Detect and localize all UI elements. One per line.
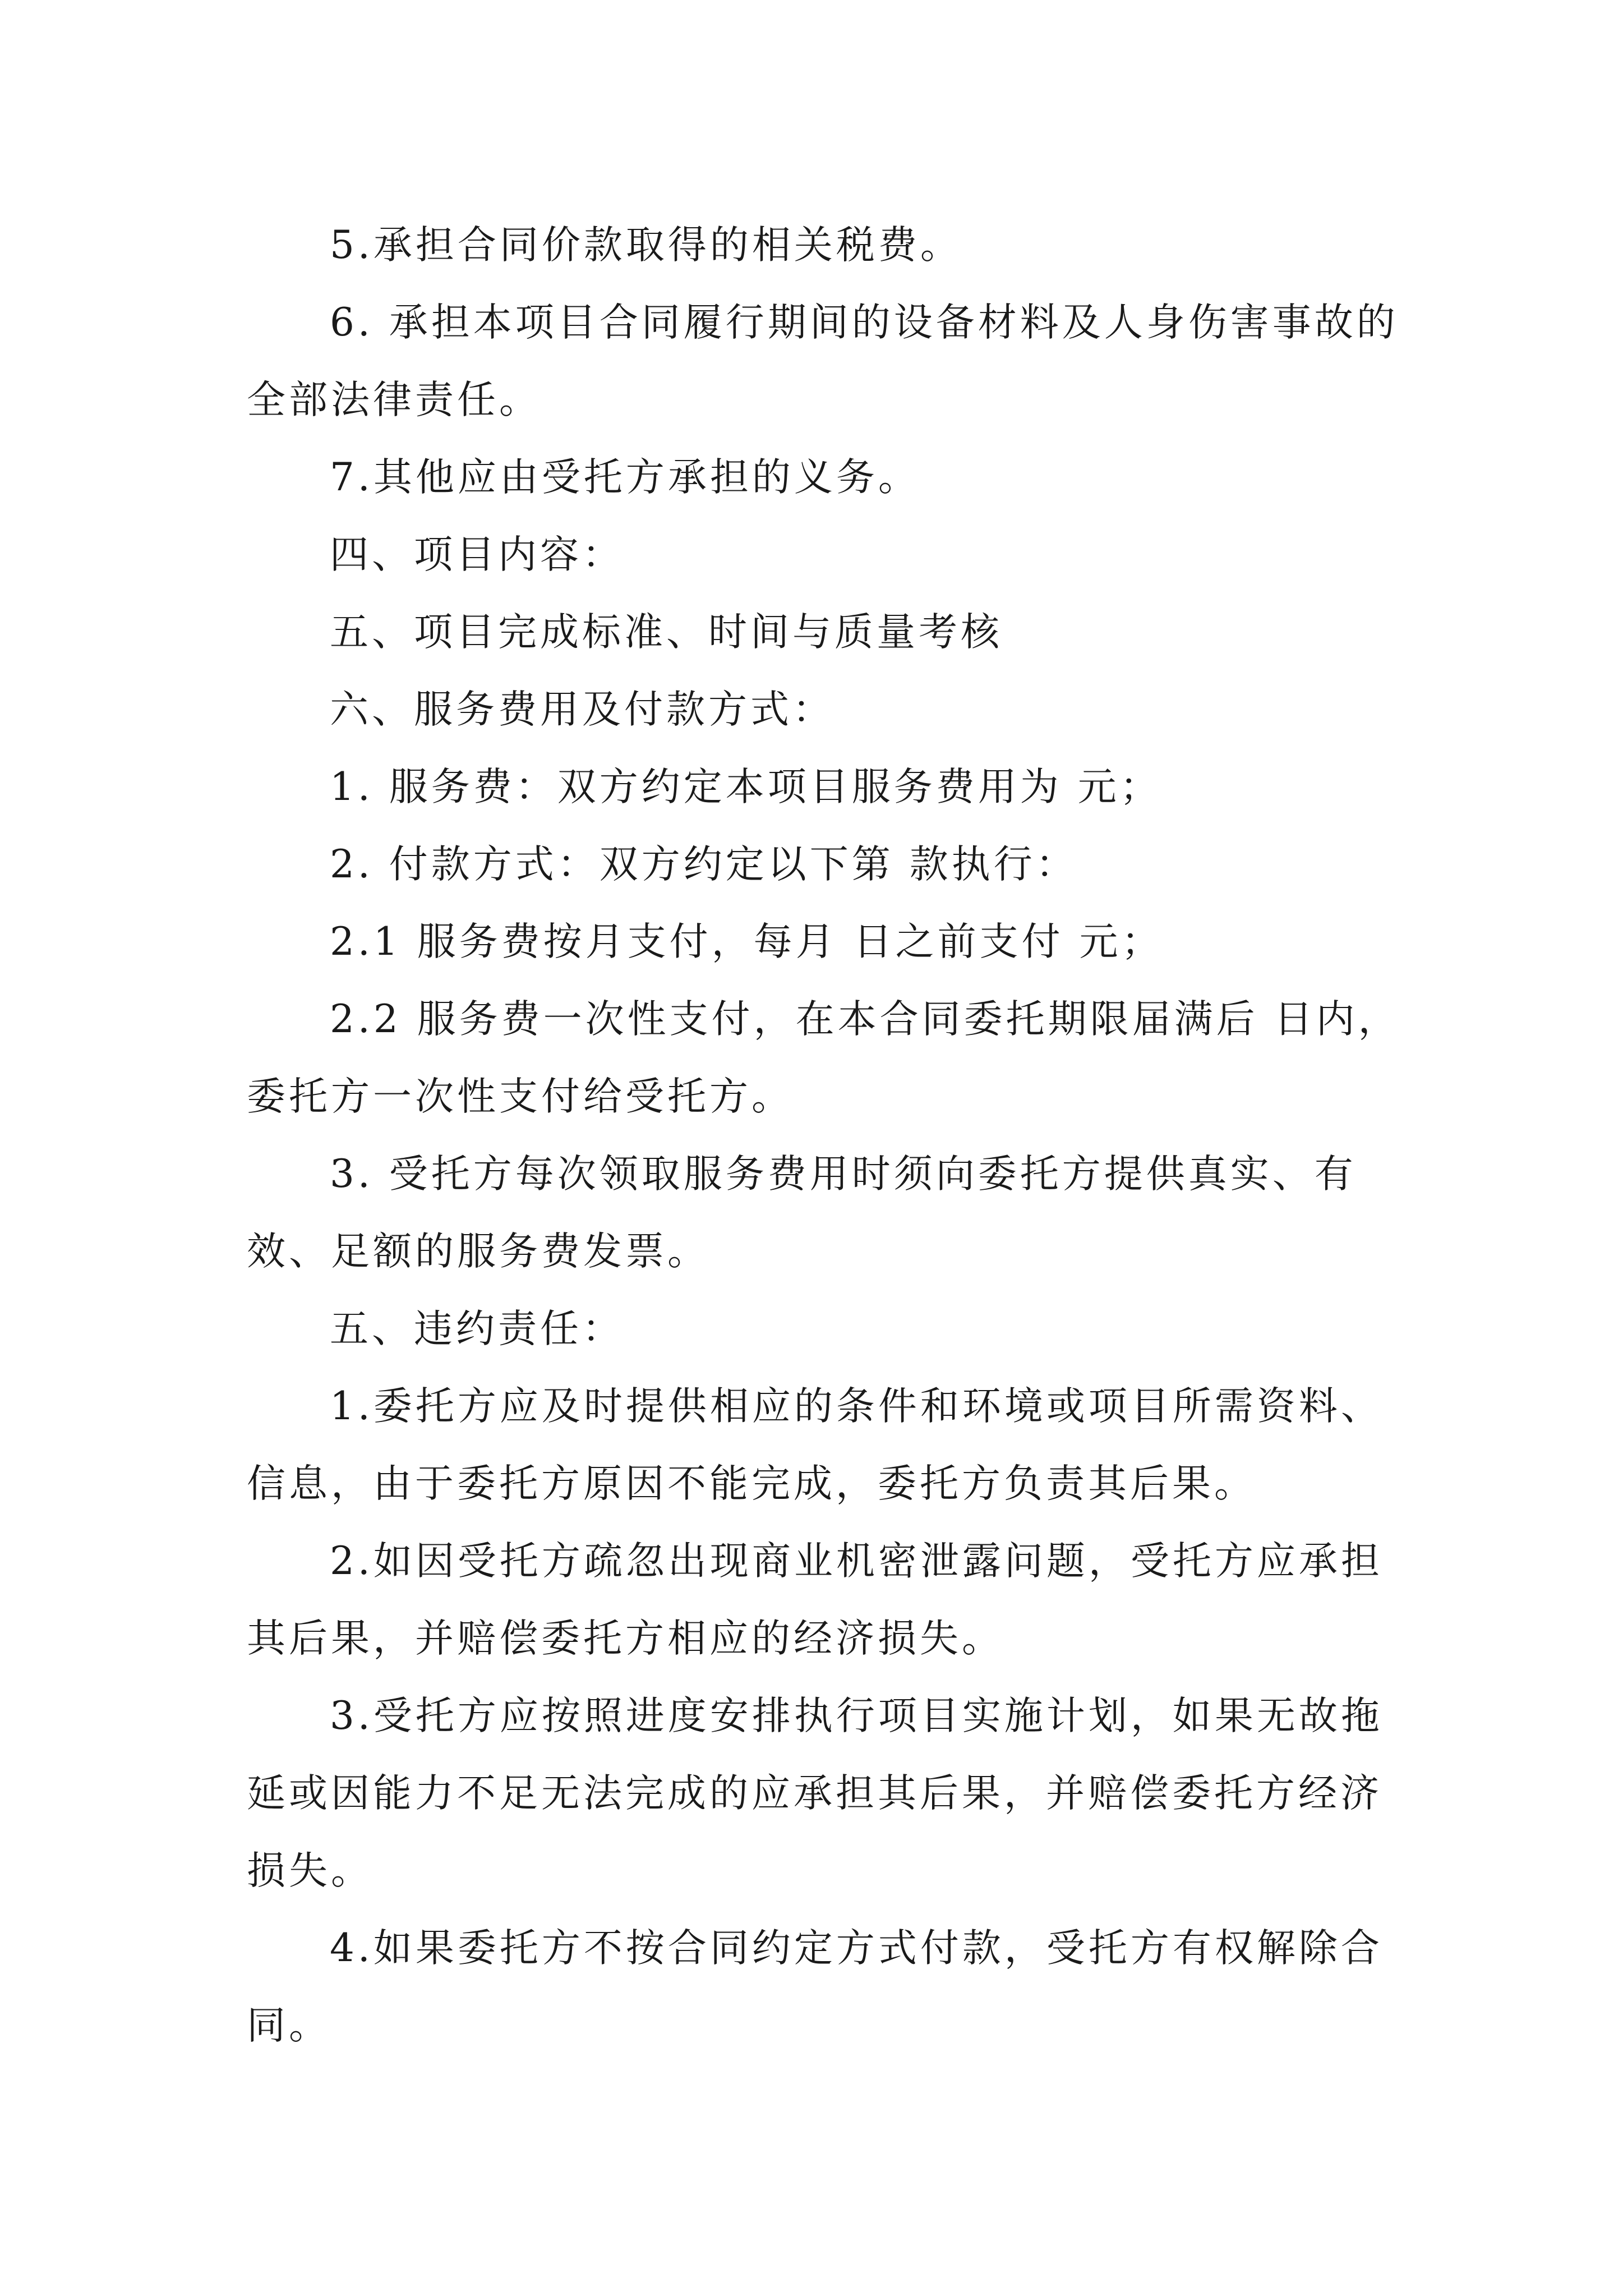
clause-6-liability: 6. 承担本项目合同履行期间的设备材料及人身伤害事故的全部法律责任。	[247, 300, 1399, 422]
clause-7-other-duties: 7.其他应由受托方承担的义务。	[330, 455, 920, 500]
fee-clause-1: 1. 服务费：双方约定本项目服务费用为 元；	[330, 765, 1162, 809]
fee-clause-2-2: 2.2 服务费一次性支付，在本合同委托期限届满后 日内，委托方一次性支付给受托方。	[247, 997, 1400, 1119]
section-5-heading: 五、项目完成标准、时间与质量考核	[330, 610, 1003, 655]
breach-clause-4: 4.如果委托方不按合同约定方式付款，受托方有权解除合同。	[247, 1926, 1383, 2048]
section-6-heading: 六、服务费用及付款方式：	[330, 687, 834, 732]
fee-clause-2: 2. 付款方式：双方约定以下第 款执行：	[330, 842, 1078, 887]
document-body	[247, 206, 1413, 2064]
fee-clause-2-1: 2.1 服务费按月支付，每月 日之前支付 元；	[330, 919, 1164, 964]
breach-clause-2: 2.如因受托方疏忽出现商业机密泄露问题，受托方应承担其后果，并赔偿委托方相应的经济损失。	[247, 1539, 1383, 1661]
breach-clause-3: 3.受托方应按照进度安排执行项目实施计划，如果无故拖延或因能力不足无法完成的应承担其后果，并赔偿委托方经济损失。	[247, 1694, 1383, 1893]
breach-clause-1: 1.委托方应及时提供相应的条件和环境或项目所需资料、信息，由于委托方原因不能完成，委托方负责其后果。	[247, 1384, 1383, 1506]
breach-section-heading: 五、违约责任：	[330, 1306, 624, 1351]
fee-clause-3: 3. 受托方每次领取服务费用时须向委托方提供真实、有效、足额的服务费发票。	[247, 1152, 1357, 1274]
clause-5-taxes: 5.承担合同价款取得的相关税费。	[330, 223, 962, 268]
section-4-heading: 四、项目内容：	[330, 532, 624, 577]
